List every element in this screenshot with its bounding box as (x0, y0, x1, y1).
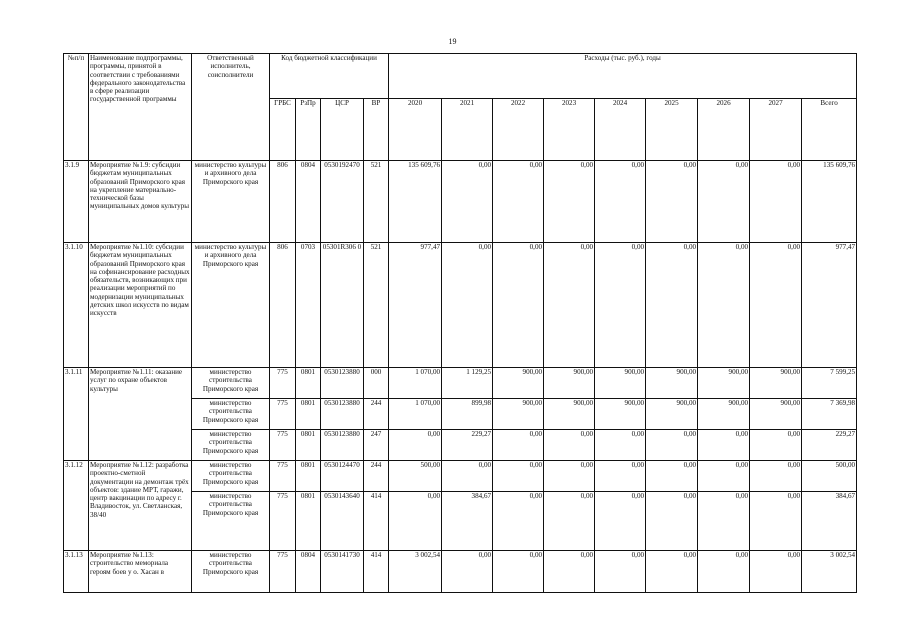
cell-value: 0,00 (493, 461, 544, 492)
cell-value: 900,00 (493, 399, 544, 430)
cell-value: 0,00 (698, 243, 750, 368)
cell-value: 0,00 (595, 243, 646, 368)
cell-value: 900,00 (595, 368, 646, 399)
cell-total: 135 609,76 (802, 161, 857, 243)
cell-value: 0,00 (595, 430, 646, 461)
row-executor: министерство культуры и архивного дела Приморского края (192, 243, 270, 368)
cell-csr: 0530124470 (321, 461, 364, 492)
cell-vr: 244 (364, 399, 389, 430)
cell-total: 7 599,25 (802, 368, 857, 399)
header-rzpr: РзПр (296, 99, 321, 161)
cell-rzpr: 0801 (296, 492, 321, 551)
cell-value: 0,00 (544, 492, 595, 551)
cell-value: 0,00 (750, 430, 802, 461)
cell-value: 0,00 (750, 243, 802, 368)
cell-value: 900,00 (493, 368, 544, 399)
cell-value: 0,00 (698, 430, 750, 461)
cell-vr: 414 (364, 551, 389, 593)
cell-value: 0,00 (389, 492, 442, 551)
cell-grbs: 775 (270, 430, 296, 461)
cell-value: 1 070,00 (389, 399, 442, 430)
row-number: 3.1.13 (64, 551, 89, 593)
cell-grbs: 806 (270, 243, 296, 368)
cell-value: 0,00 (750, 551, 802, 593)
header-total: Всего (802, 99, 857, 161)
header-year: 2023 (544, 99, 595, 161)
cell-value: 900,00 (646, 399, 698, 430)
cell-rzpr: 0801 (296, 399, 321, 430)
row-executor: министерство строительства Приморского края (192, 461, 270, 492)
header-budget-code: Код бюджетной классификации (270, 54, 389, 99)
cell-value: 229,27 (442, 430, 493, 461)
header-year: 2025 (646, 99, 698, 161)
header-year: 2027 (750, 99, 802, 161)
cell-value: 0,00 (544, 243, 595, 368)
cell-vr: 414 (364, 492, 389, 551)
cell-value: 0,00 (544, 551, 595, 593)
cell-value: 0,00 (442, 551, 493, 593)
page-number: 19 (448, 37, 457, 46)
table-row (64, 243, 857, 368)
cell-total: 7 369,98 (802, 399, 857, 430)
table-row (64, 368, 857, 399)
cell-value: 0,00 (544, 161, 595, 243)
cell-rzpr: 0804 (296, 161, 321, 243)
row-executor: министерство культуры и архивного дела Приморского края (192, 161, 270, 243)
cell-csr: 0530192470 (321, 161, 364, 243)
cell-value: 384,67 (442, 492, 493, 551)
row-executor: министерство строительства Приморского края (192, 551, 270, 593)
cell-value: 0,00 (442, 461, 493, 492)
cell-rzpr: 0801 (296, 461, 321, 492)
header-year: 2021 (442, 99, 493, 161)
cell-value: 500,00 (389, 461, 442, 492)
cell-value: 0,00 (595, 161, 646, 243)
cell-value: 0,00 (493, 161, 544, 243)
cell-csr: 0530123880 (321, 368, 364, 399)
row-name: Мероприятие №1.12: разработка проектно-сметной документации на демонтаж трёх объектов: здание МРТ, гаражи, центр вакцинации по адресу г. Владивосток, ул. Светланская, 38/40 (89, 461, 192, 551)
cell-value: 900,00 (544, 368, 595, 399)
cell-value: 0,00 (698, 161, 750, 243)
cell-grbs: 775 (270, 461, 296, 492)
cell-value: 0,00 (646, 551, 698, 593)
cell-csr: 0530141730 (321, 551, 364, 593)
cell-value: 0,00 (493, 243, 544, 368)
cell-value: 0,00 (646, 243, 698, 368)
header-row-1 (64, 54, 857, 99)
cell-value: 1 129,25 (442, 368, 493, 399)
cell-value: 0,00 (544, 430, 595, 461)
cell-total: 229,27 (802, 430, 857, 461)
cell-value: 899,98 (442, 399, 493, 430)
cell-csr: 05301R306 0 (321, 243, 364, 368)
row-number: 3.1.11 (64, 368, 89, 461)
cell-value: 135 609,76 (389, 161, 442, 243)
cell-value: 900,00 (750, 368, 802, 399)
cell-value: 900,00 (595, 399, 646, 430)
cell-value: 0,00 (493, 551, 544, 593)
header-year: 2020 (389, 99, 442, 161)
cell-value: 0,00 (442, 243, 493, 368)
row-executor: министерство строительства Приморского края (192, 430, 270, 461)
row-name: Мероприятие №1.10: субсидии бюджетам муниципальных образований Приморского края на софинансирование расходных обязательств, возникающих при реализации мероприятий по модернизации муниципальных детских школ искусств по видам искусств (89, 243, 192, 368)
cell-csr: 0530143640 (321, 492, 364, 551)
cell-value: 0,00 (493, 492, 544, 551)
cell-value: 900,00 (544, 399, 595, 430)
header-year: 2022 (493, 99, 544, 161)
cell-value: 900,00 (646, 368, 698, 399)
cell-rzpr: 0703 (296, 243, 321, 368)
cell-value: 0,00 (442, 161, 493, 243)
cell-value: 900,00 (750, 399, 802, 430)
cell-total: 384,67 (802, 492, 857, 551)
cell-csr: 0530123880 (321, 430, 364, 461)
cell-value: 0,00 (595, 551, 646, 593)
cell-vr: 000 (364, 368, 389, 399)
cell-value: 0,00 (750, 161, 802, 243)
cell-value: 0,00 (646, 461, 698, 492)
header-expenses: Расходы (тыс. руб.), годы (389, 54, 857, 99)
header-grbs: ГРБС (270, 99, 296, 161)
table-row (64, 161, 857, 243)
cell-value: 0,00 (750, 461, 802, 492)
row-name: Мероприятие №1.13: строительство мемориала героям боев у о. Хасан в (89, 551, 192, 593)
cell-vr: 244 (364, 461, 389, 492)
cell-grbs: 775 (270, 368, 296, 399)
cell-csr: 0530123880 (321, 399, 364, 430)
cell-total: 977,47 (802, 243, 857, 368)
cell-value: 900,00 (698, 399, 750, 430)
header-num: №п/п (64, 54, 89, 161)
row-executor: министерство строительства Приморского края (192, 399, 270, 430)
cell-value: 0,00 (646, 430, 698, 461)
cell-vr: 521 (364, 161, 389, 243)
header-year: 2026 (698, 99, 750, 161)
cell-value: 0,00 (595, 461, 646, 492)
budget-table (63, 53, 857, 593)
table-row (64, 461, 857, 492)
cell-value: 0,00 (595, 492, 646, 551)
cell-rzpr: 0801 (296, 430, 321, 461)
table-row (64, 551, 857, 593)
cell-value: 0,00 (698, 492, 750, 551)
cell-value: 0,00 (646, 492, 698, 551)
cell-value: 0,00 (698, 551, 750, 593)
header-executor: Ответственный исполнитель, соисполнители (192, 54, 270, 161)
cell-grbs: 775 (270, 492, 296, 551)
cell-value: 0,00 (750, 492, 802, 551)
cell-value: 0,00 (646, 161, 698, 243)
header-csr: ЦСР (321, 99, 364, 161)
row-number: 3.1.9 (64, 161, 89, 243)
header-vr: ВР (364, 99, 389, 161)
cell-value: 3 002,54 (389, 551, 442, 593)
row-number: 3.1.10 (64, 243, 89, 368)
cell-grbs: 775 (270, 399, 296, 430)
row-executor: министерство строительства Приморского края (192, 368, 270, 399)
header-year: 2024 (595, 99, 646, 161)
row-name: Мероприятие №1.9: субсидии бюджетам муниципальных образований Приморского края на укрепление материально-технической базы муниципальных домов культуры (89, 161, 192, 243)
cell-grbs: 806 (270, 161, 296, 243)
cell-value: 0,00 (389, 430, 442, 461)
cell-grbs: 775 (270, 551, 296, 593)
cell-vr: 521 (364, 243, 389, 368)
row-executor: министерство строительства Приморского края (192, 492, 270, 551)
cell-rzpr: 0801 (296, 368, 321, 399)
cell-value: 900,00 (698, 368, 750, 399)
cell-value: 0,00 (544, 461, 595, 492)
header-name: Наименование подпрограммы, программы, принятой в соответствии с требованиями федерального законодательства в сфере реализации государственной программы (89, 54, 192, 161)
cell-total: 500,00 (802, 461, 857, 492)
row-name: Мероприятие №1.11: оказание услуг по охране объектов культуры (89, 368, 192, 461)
cell-vr: 247 (364, 430, 389, 461)
cell-value: 977,47 (389, 243, 442, 368)
cell-total: 3 002,54 (802, 551, 857, 593)
cell-value: 1 070,00 (389, 368, 442, 399)
cell-value: 0,00 (698, 461, 750, 492)
cell-rzpr: 0804 (296, 551, 321, 593)
row-number: 3.1.12 (64, 461, 89, 551)
cell-value: 0,00 (493, 430, 544, 461)
